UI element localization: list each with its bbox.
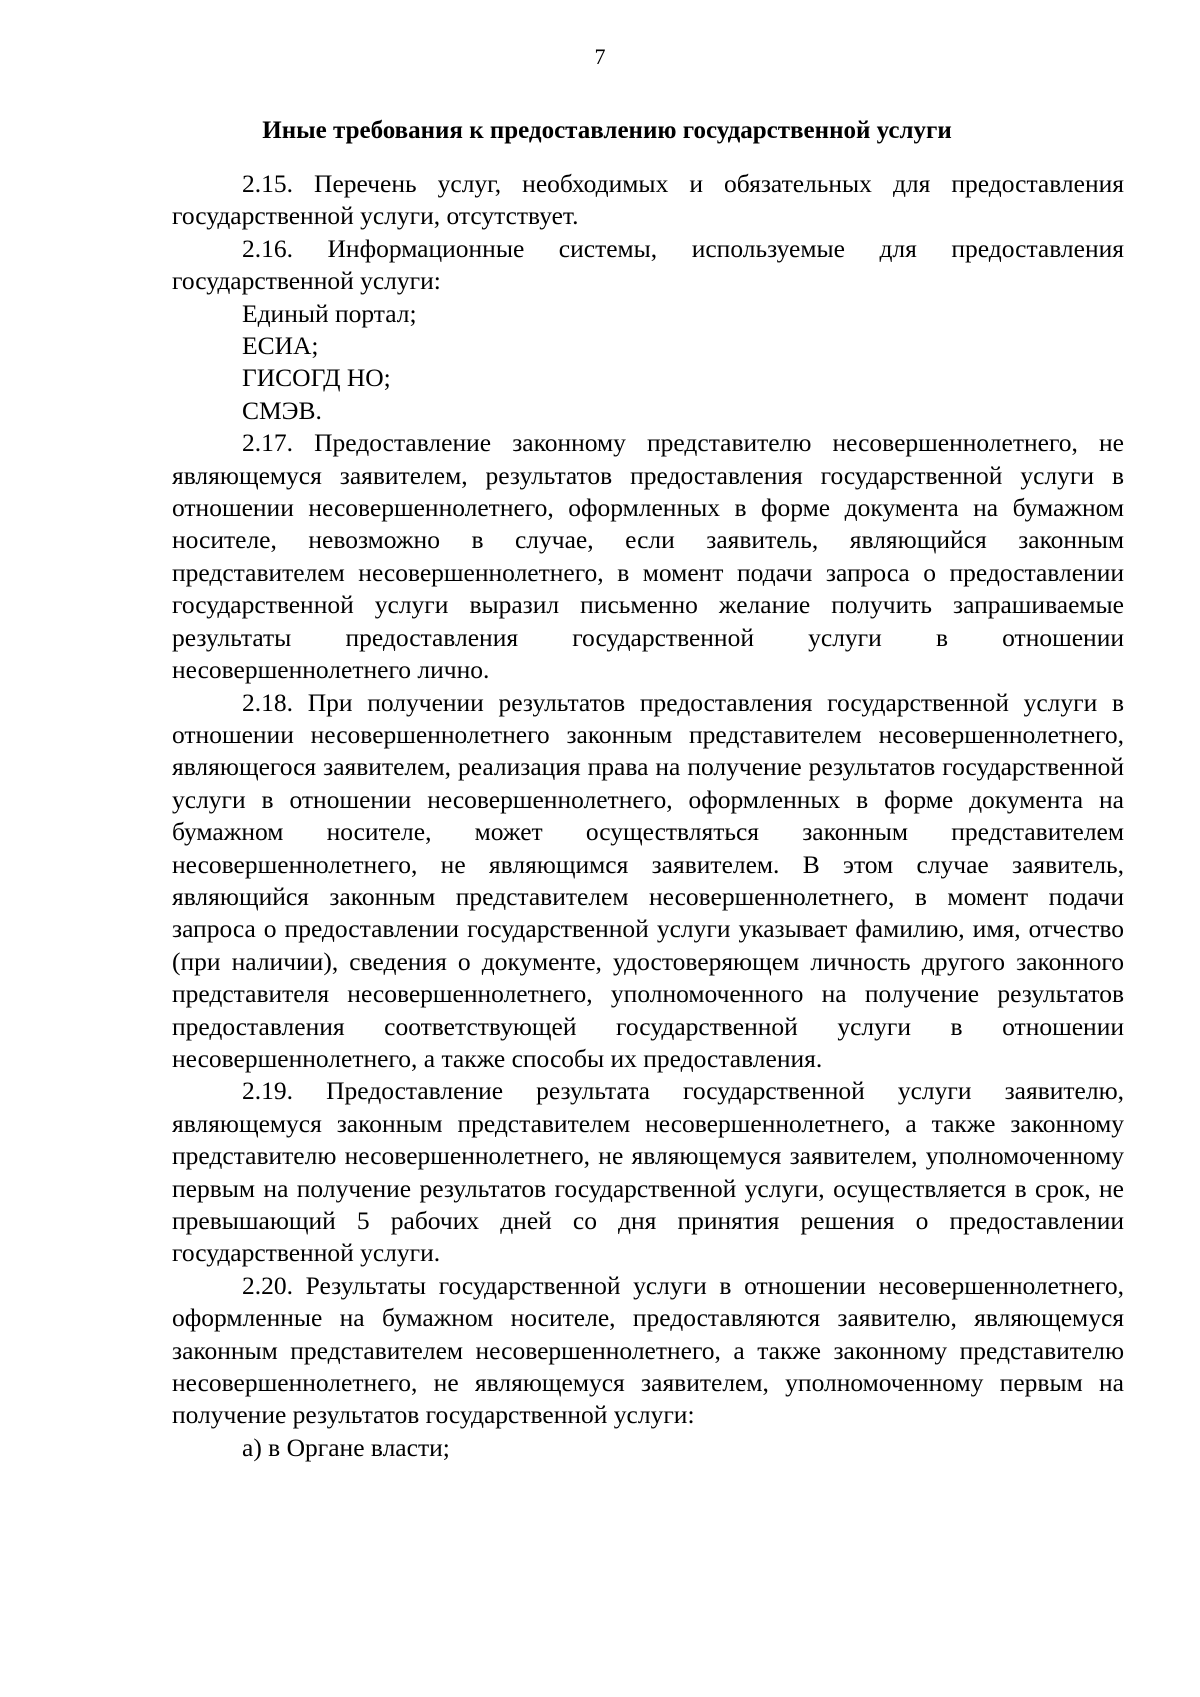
list-item-a: а) в Органе власти; bbox=[242, 1432, 450, 1462]
list-item-smev: СМЭВ. bbox=[242, 395, 322, 425]
page-number: 7 bbox=[594, 44, 606, 69]
paragraph-2-16: 2.16. Информационные системы, используемые для предоставления государственной услуги: bbox=[172, 233, 1124, 296]
list-item-single-portal: Единый портал; bbox=[242, 298, 417, 328]
list-item-gisogd: ГИСОГД НО; bbox=[242, 363, 391, 393]
paragraph-2-18: 2.18. При получении результатов предоставления государственной услуги в отношении несовершеннолетнего законным представителем несовершеннолетнего, являющегося заявителем, реализация права на получение результатов государственной услуги в отношении несовершеннолетнего, оформленных в форме документа на бумажном носителе, может осуществляться законным представителем несовершеннолетнего, не являющимся заявителем. В этом случае заявитель, являющийся законным представителем несовершеннолетнего, в момент подачи запроса о предоставлении государственной услуги указывает фамилию, имя, отчество (при наличии), сведения о документе, удостоверяющем личность другого законного представителя несовершеннолетнего, уполномоченного на получение результатов предоставления соответствующей государственной услуги в отношении несовершеннолетнего, а также способы их предоставления. bbox=[172, 687, 1124, 1073]
paragraph-2-17: 2.17. Предоставление законному представителю несовершеннолетнего, не являющемуся заявителем, результатов предоставления государственной услуги в отношении несовершеннолетнего, оформленных в форме документа на бумажном носителе, невозможно в случае, если заявитель, являющийся законным представителем несовершеннолетнего, в момент подачи запроса о предоставлении государственной услуги выразил письменно желание получить запрашиваемые результаты предоставления государственной услуги в отношении несовершеннолетнего лично. bbox=[172, 428, 1124, 685]
paragraph-2-15: 2.15. Перечень услуг, необходимых и обязательных для предоставления государственной услуги, отсутствует. bbox=[172, 169, 1124, 231]
section-heading: Иные требования к предоставлению государственной услуги bbox=[262, 117, 952, 144]
document-body bbox=[172, 168, 1124, 1464]
list-item-esia: ЕСИА; bbox=[242, 331, 319, 361]
paragraph-2-20: 2.20. Результаты государственной услуги в отношении несовершеннолетнего, оформленные на бумажном носителе, предоставляются заявителю, являющемуся законным представителем несовершеннолетнего, а также законному представителю несовершеннолетнего, не являющемуся заявителем, уполномоченному первым на получение результатов государственной услуги: bbox=[172, 1270, 1124, 1430]
paragraph-2-19: 2.19. Предоставление результата государственной услуги заявителю, являющемуся законным представителем несовершеннолетнего, а также законному представителю несовершеннолетнего, не являющемуся заявителем, уполномоченному первым на получение результатов государственной услуги, осуществляется в срок, не превышающий 5 рабочих дней со дня принятия решения о предоставлении государственной услуги. bbox=[172, 1076, 1124, 1268]
